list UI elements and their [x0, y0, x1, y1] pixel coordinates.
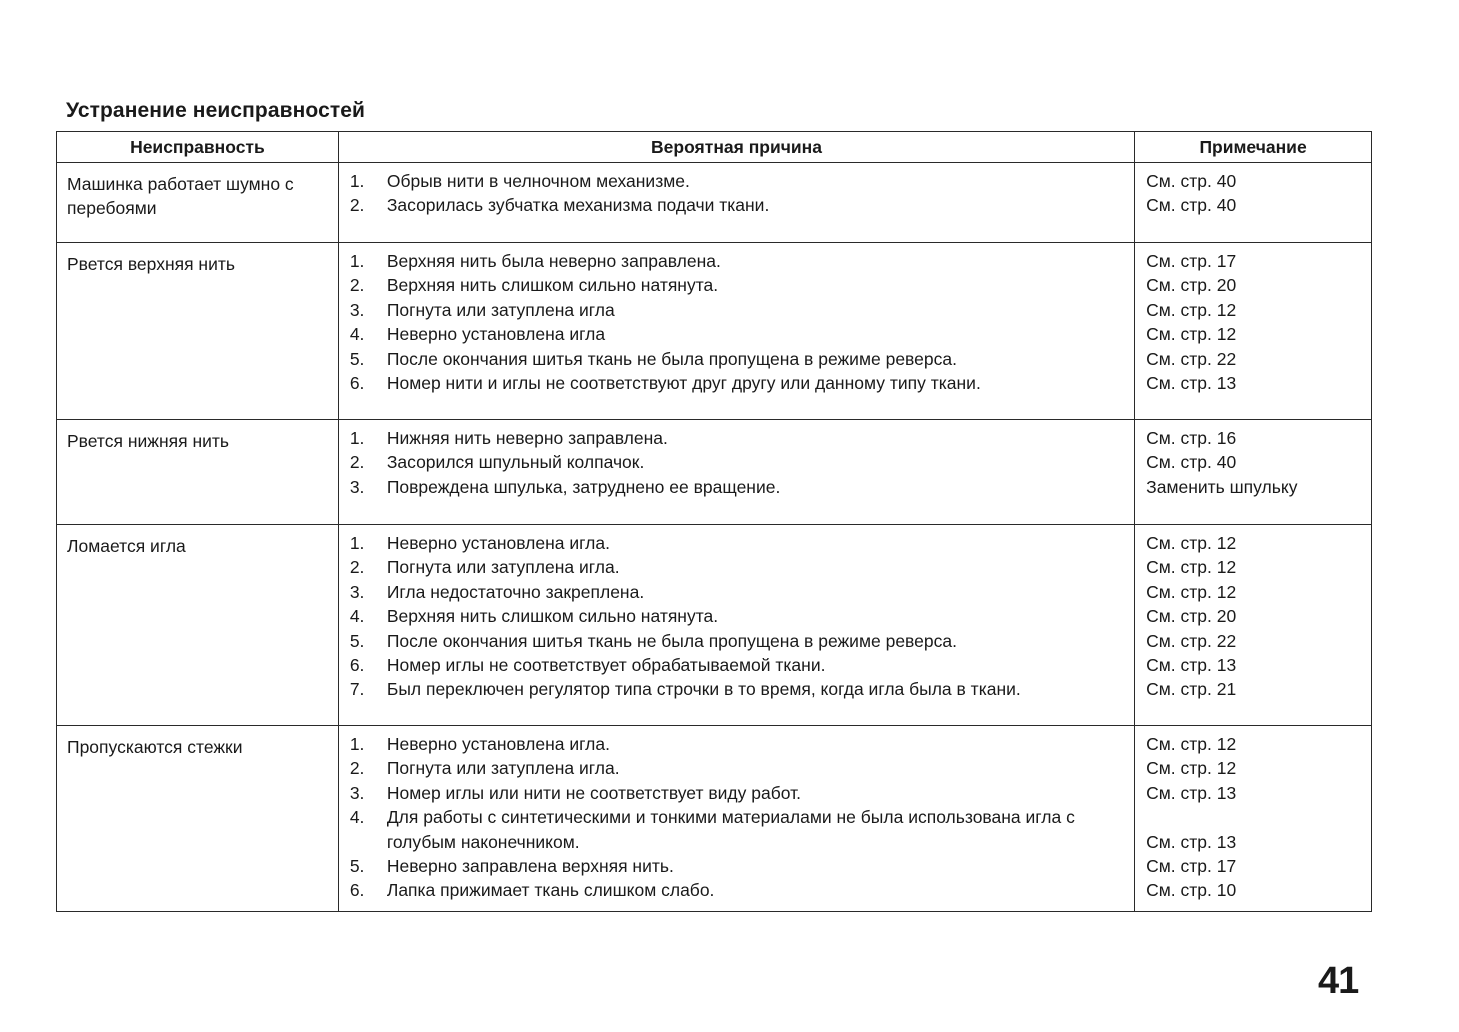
problem-cell: Рвется верхняя нить: [57, 243, 339, 420]
table-row: [57, 726, 1372, 912]
cause-text: Для работы с синтетическими и тонкими материалами не была использована игла с голубым наконечником.: [386, 807, 1075, 852]
cause-text: Неверно установлена игла.: [386, 734, 610, 754]
cause-number: 1.: [349, 734, 365, 754]
table-header-row: [57, 132, 1372, 163]
note-item: См. стр. 13: [1146, 373, 1237, 394]
note-item: См. стр. 10: [1146, 880, 1237, 901]
note-item: См. стр. 12: [1146, 533, 1237, 553]
notes-cell: [1135, 163, 1372, 243]
cause-text: После окончания шитья ткань не была пропущена в режиме реверса.: [386, 630, 957, 651]
header-cause: Вероятная причина: [338, 132, 1134, 163]
cause-item: [350, 555, 1126, 579]
cause-item: [350, 347, 1126, 371]
note-item: См. стр. 12: [1146, 557, 1237, 578]
cause-number: 6.: [349, 655, 365, 676]
note-item: См. стр. 20: [1146, 275, 1237, 296]
cause-number: 2.: [349, 195, 365, 216]
cause-number: 3.: [349, 782, 365, 803]
cause-number: 1.: [349, 428, 365, 448]
note-item: См. стр. 13: [1146, 831, 1237, 852]
table-body: [57, 163, 1372, 912]
cause-item: [350, 756, 1126, 780]
cause-text: Погнута или затуплена игла: [386, 299, 615, 320]
cause-number: 4.: [349, 606, 365, 627]
cause-item: [350, 249, 1126, 273]
causes-cell: [338, 525, 1134, 726]
page-title: Устранение неисправностей: [66, 99, 366, 122]
cause-text: Засорилась зубчатка механизма подачи ткани.: [386, 195, 770, 216]
causes-cell: [338, 243, 1134, 420]
table-row: [57, 420, 1372, 525]
cause-item: [350, 604, 1126, 628]
problem-cell: Пропускаются стежки: [57, 726, 339, 912]
note-item: См. стр. 12: [1146, 581, 1237, 602]
note-item: См. стр. 17: [1146, 856, 1237, 877]
problem-cell: Рвется нижняя нить: [57, 420, 339, 525]
cause-text: После окончания шитья ткань не была пропущена в режиме реверса.: [386, 348, 957, 369]
note-item: См. стр. 12: [1146, 324, 1237, 345]
cause-item: [350, 732, 1126, 756]
table-row: [57, 163, 1372, 243]
cause-text: Неверно установлена игла.: [386, 533, 610, 553]
cause-text: Повреждена шпулька, затруднено ее вращение.: [386, 476, 781, 497]
note-item: См. стр. 40: [1146, 171, 1237, 191]
cause-number: 3.: [349, 476, 365, 497]
note-item: См. стр. 40: [1146, 452, 1237, 473]
cause-text: Засорился шпульный колпачок.: [386, 452, 645, 473]
causes-cell: [338, 420, 1134, 525]
notes-cell: [1135, 726, 1372, 912]
cause-text: Номер иглы не соответствует обрабатываемой ткани.: [386, 655, 826, 676]
cause-item: [350, 781, 1126, 805]
cause-item: [350, 878, 1126, 902]
note-item: См. стр. 12: [1146, 734, 1237, 754]
note-item: См. стр. 17: [1146, 251, 1237, 271]
cause-text: Верхняя нить слишком сильно натянута.: [386, 275, 719, 296]
note-item: См. стр. 13: [1146, 655, 1237, 676]
cause-item: [350, 580, 1126, 604]
cause-number: 3.: [349, 581, 365, 602]
table-row: [57, 525, 1372, 726]
cause-number: 4.: [349, 807, 365, 828]
cause-number: 2.: [349, 557, 365, 578]
cause-item: [350, 169, 1126, 193]
cause-number: 6.: [349, 373, 365, 394]
cause-number: 5.: [349, 630, 365, 651]
cause-text: Номер иглы или нити не соответствует виду работ.: [386, 782, 802, 803]
cause-text: Верхняя нить слишком сильно натянута.: [386, 606, 719, 627]
page-number: 41: [1318, 960, 1359, 1002]
notes-cell: [1135, 243, 1372, 420]
note-item: Заменить шпульку: [1146, 476, 1298, 497]
cause-text: Игла недостаточно закреплена.: [386, 581, 645, 602]
cause-text: Обрыв нити в челночном механизме.: [386, 171, 690, 191]
cause-item: [350, 854, 1126, 878]
note-item: См. стр. 22: [1146, 348, 1237, 369]
causes-cell: [338, 726, 1134, 912]
note-item: См. стр. 12: [1146, 758, 1237, 779]
note-item: См. стр. 16: [1146, 428, 1237, 448]
table-row: [57, 243, 1372, 420]
cause-number: 5.: [349, 348, 365, 369]
cause-text: Лапка прижимает ткань слишком слабо.: [386, 880, 715, 901]
note-item: См. стр. 12: [1146, 299, 1237, 320]
note-item: См. стр. 40: [1146, 195, 1237, 216]
cause-number: 5.: [349, 856, 365, 877]
cause-item: [350, 426, 1126, 450]
notes-cell: [1135, 525, 1372, 726]
cause-item: [350, 273, 1126, 297]
cause-number: 7.: [349, 679, 365, 700]
problem-cell: Машинка работает шумно с перебоями: [57, 163, 339, 243]
cause-item: [350, 629, 1126, 653]
cause-number: 3.: [349, 299, 365, 320]
notes-cell: [1135, 420, 1372, 525]
cause-text: Номер нити и иглы не соответствуют друг другу или данному типу ткани.: [386, 373, 981, 394]
cause-number: 2.: [349, 275, 365, 296]
note-item: См. стр. 13: [1146, 782, 1237, 803]
cause-item: [350, 805, 1126, 854]
cause-number: 6.: [349, 880, 365, 901]
cause-text: Был переключен регулятор типа строчки в то время, когда игла была в ткани.: [386, 679, 1021, 700]
note-item: См. стр. 22: [1146, 630, 1237, 651]
header-problem: Неисправность: [57, 132, 339, 163]
cause-item: [350, 475, 1126, 499]
cause-item: [350, 677, 1126, 701]
cause-number: 1.: [349, 533, 365, 553]
note-item: [1146, 805, 1363, 829]
cause-text: Неверно установлена игла: [386, 324, 606, 345]
note-item: См. стр. 20: [1146, 606, 1237, 627]
problem-cell: Ломается игла: [57, 525, 339, 726]
cause-text: Нижняя нить неверно заправлена.: [386, 428, 668, 448]
cause-text: Верхняя нить была неверно заправлена.: [386, 251, 721, 271]
causes-cell: [338, 163, 1134, 243]
troubleshooting-table: [56, 131, 1372, 912]
cause-number: 4.: [349, 324, 365, 345]
cause-number: 2.: [349, 758, 365, 779]
cause-item: [350, 450, 1126, 474]
cause-text: Погнута или затуплена игла.: [386, 758, 620, 779]
header-note: Примечание: [1135, 132, 1372, 163]
cause-text: Погнута или затуплена игла.: [386, 557, 620, 578]
cause-item: [350, 298, 1126, 322]
cause-item: [350, 193, 1126, 217]
note-item: См. стр. 21: [1146, 679, 1237, 700]
cause-item: [350, 371, 1126, 395]
cause-item: [350, 322, 1126, 346]
cause-text: Неверно заправлена верхняя нить.: [386, 856, 674, 877]
cause-number: 1.: [349, 251, 365, 271]
cause-number: 1.: [349, 171, 365, 191]
cause-item: [350, 653, 1126, 677]
cause-number: 2.: [349, 452, 365, 473]
cause-item: [350, 531, 1126, 555]
